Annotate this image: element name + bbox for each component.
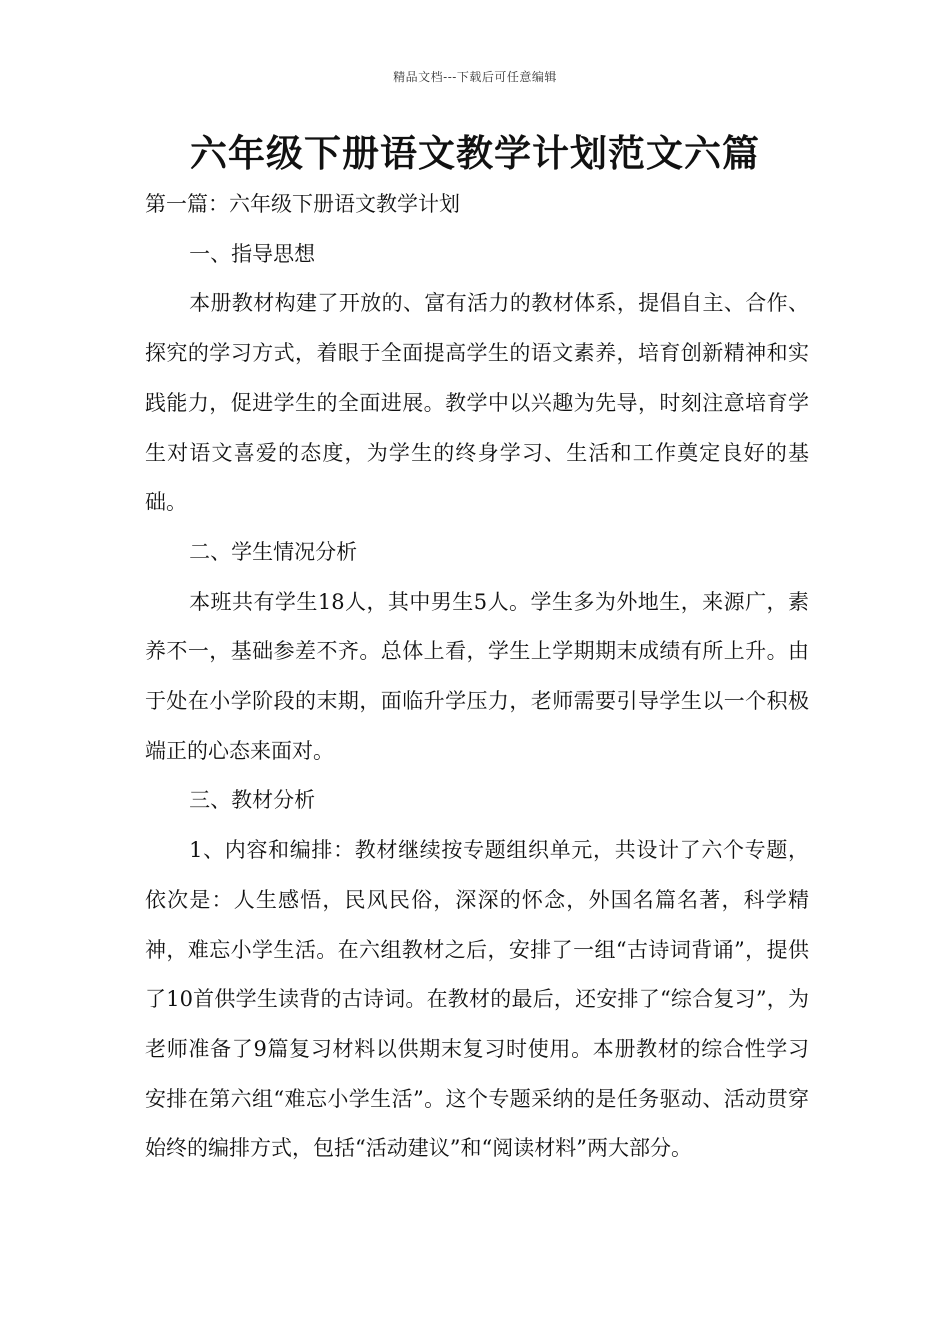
header-note: 精品文档---下载后可任意编辑 — [393, 70, 557, 84]
document-title: 六年级下册语文教学计划范文六篇 — [190, 131, 760, 175]
document-body — [145, 180, 809, 1174]
paragraph-guiding-ideology: 本册教材构建了开放的、富有活力的教材体系，提倡自主、合作、探究的学习方式，着眼于全面提高学生的语文素养，培育创新精神和实践能力，促进学生的全面进展。教学中以兴趣为先导，时刻注意培育学生对语文喜爱的态度，为学生的终身学习、生活和工作奠定良好的基础。 — [145, 291, 809, 515]
section-heading-student-analysis: 二、学生情况分析 — [189, 539, 358, 564]
section-heading-textbook-analysis: 三、教材分析 — [189, 788, 316, 813]
paragraph-student-analysis: 本班共有学生18人，其中男生5人。学生多为外地生，来源广，素养不一，基础参差不齐。总体上看，学生上学期期末成绩有所上升。由于处在小学阶段的末期，面临升学压力，老师需要引导学生以一个积极端正的心态来面对。 — [145, 589, 809, 763]
paragraph-textbook-analysis: 1、内容和编排：教材继续按专题组织单元，共设计了六个专题，依次是：人生感悟，民风民俗，深深的怀念，外国名篇名著，科学精神，难忘小学生活。在六组教材之后，安排了一组“古诗词背诵”，提供了10首供学生读背的古诗词。在教材的最后，还安排了“综合复习”，为老师准备了9篇复习材料以供期末复习时使用。本册教材的综合性学习安排在第六组“难忘小学生活”。这个专题采纳的是任务驱动、活动贯穿始终的编排方式，包括“活动建议”和“阅读材料”两大部分。 — [145, 838, 809, 1161]
section-heading-guiding-ideology: 一、指导思想 — [189, 241, 316, 266]
part-heading: 第一篇：六年级下册语文教学计划 — [145, 192, 460, 216]
